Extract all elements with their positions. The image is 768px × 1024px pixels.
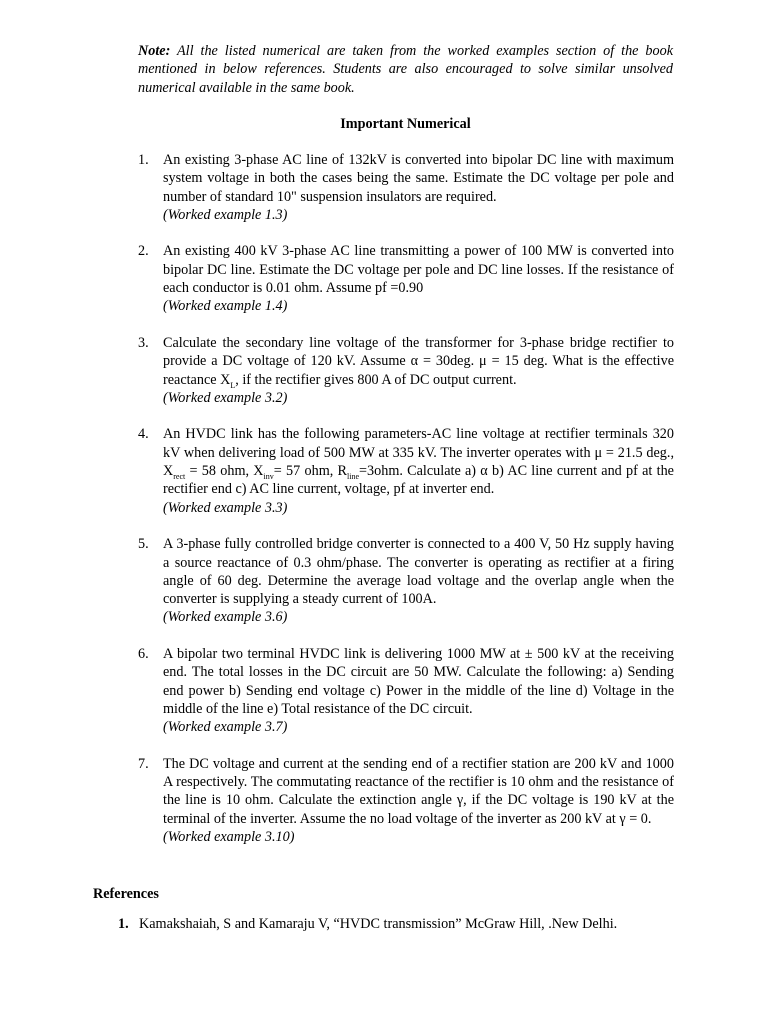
question-text (163, 334, 674, 389)
worked-example-ref: (Worked example 3.7) (163, 719, 288, 736)
rect-subscript: rect (173, 471, 186, 481)
question-number: 4. (138, 426, 149, 443)
reference-number: 1. (118, 916, 129, 932)
question-item-2 (138, 242, 674, 315)
worked-example-ref: (Worked example 1.4) (163, 298, 288, 315)
question-number: 7. (138, 755, 149, 772)
question-number: 1. (138, 152, 149, 168)
note-paragraph (138, 42, 673, 97)
note-label: Note: (138, 43, 171, 59)
worked-example-ref: (Worked example 3.10) (163, 828, 295, 845)
line-subscript: line (347, 471, 360, 481)
question-number: 2. (138, 243, 149, 260)
question-item-7 (138, 755, 674, 846)
question-item-3 (138, 334, 674, 407)
question-item-4 (138, 425, 674, 516)
question-number: 6. (138, 646, 149, 663)
question-text: The DC voltage and current at the sending end of a rectifier station are 200 kV and 1000 A respectively. The commutating reactance of the rectifier is 10 ohm and the resistance of the line is 10 ohm. Calculate the extinction angle γ, if the DC voltage is 190 kV at the terminal of the inverter. Assume the no load voltage of the inverter as 200 kV at γ = 0. (163, 755, 674, 827)
worked-example-ref: (Worked example 3.3) (163, 499, 288, 516)
question-item-6 (138, 645, 674, 736)
question-text-part: = 57 ohm, R (273, 463, 348, 480)
question-text-part: An HVDC link has the following parameters-AC line voltage at rectifier terminals 320 kV when delivering load of 500 MW at 335 kV. The inverter operates with μ = 21.5 deg., X (163, 426, 674, 480)
section-heading: Important Numerical (340, 116, 471, 132)
question-text-part: Calculate the secondary line voltage of the transformer for 3-phase bridge rectifier to provide a DC voltage of 120 kV. Assume α = 30deg. μ = 15 deg. What is the effective reactance X (163, 334, 674, 388)
question-number: 5. (138, 536, 149, 553)
question-item-5 (138, 535, 674, 626)
reference-item-1 (118, 915, 678, 933)
question-text: An existing 400 kV 3-phase AC line transmitting a power of 100 MW is converted into bipolar DC line. Estimate the DC voltage per pole and DC line losses. If the resistance of each conductor is 0.01 ohm. Assume pf =0.90 (163, 243, 674, 297)
question-text-part: , if the rectifier gives 800 A of DC output current. (235, 371, 517, 388)
worked-example-ref: (Worked example 3.6) (163, 609, 288, 626)
question-text (163, 425, 674, 498)
question-text: A 3-phase fully controlled bridge converter is connected to a 400 V, 50 Hz supply having a source reactance of 0.3 ohm/phase. The converter is operating as rectifier at a firing angle of 60 deg. Determine the average load voltage and the overlap angle when the converter is supplying a steady current of 100A. (163, 536, 674, 608)
question-text-part: =3ohm. Calculate a) α b) AC line current and pf at the rectifier end c) AC line current, voltage, pf at inverter end. (163, 463, 674, 498)
question-text-part: = 58 ohm, X (185, 463, 264, 480)
reference-text: Kamakshaiah, S and Kamaraju V, “HVDC transmission” McGraw Hill, .New Delhi. (139, 916, 618, 932)
question-text: A bipolar two terminal HVDC link is delivering 1000 MW at ± 500 kV at the receiving end. The total losses in the DC circuit are 50 MW. Calculate the following: a) Sending end power b) Sending end voltage c) Power in the middle of the line d) Voltage in the middle of the line e) Total resistance of the DC circuit. (163, 646, 674, 717)
worked-example-ref: (Worked example 3.2) (163, 389, 288, 406)
question-text: An existing 3-phase AC line of 132kV is converted into bipolar DC line with maximum system voltage in both the cases being the same. Estimate the DC voltage per pole and number of standard 10" suspension insulators are required. (163, 152, 674, 205)
question-number: 3. (138, 334, 149, 351)
inv-subscript: inv (263, 471, 274, 481)
note-text: All the listed numerical are taken from the worked examples section of the book mentioned in below references. Students are also encouraged to solve similar unsolved numerical available in the same book. (138, 43, 673, 96)
question-item-1 (138, 151, 674, 224)
worked-example-ref: (Worked example 1.3) (163, 206, 288, 223)
references-heading: References (93, 886, 159, 902)
question-list (138, 151, 674, 865)
reactance-subscript: L (230, 380, 236, 390)
